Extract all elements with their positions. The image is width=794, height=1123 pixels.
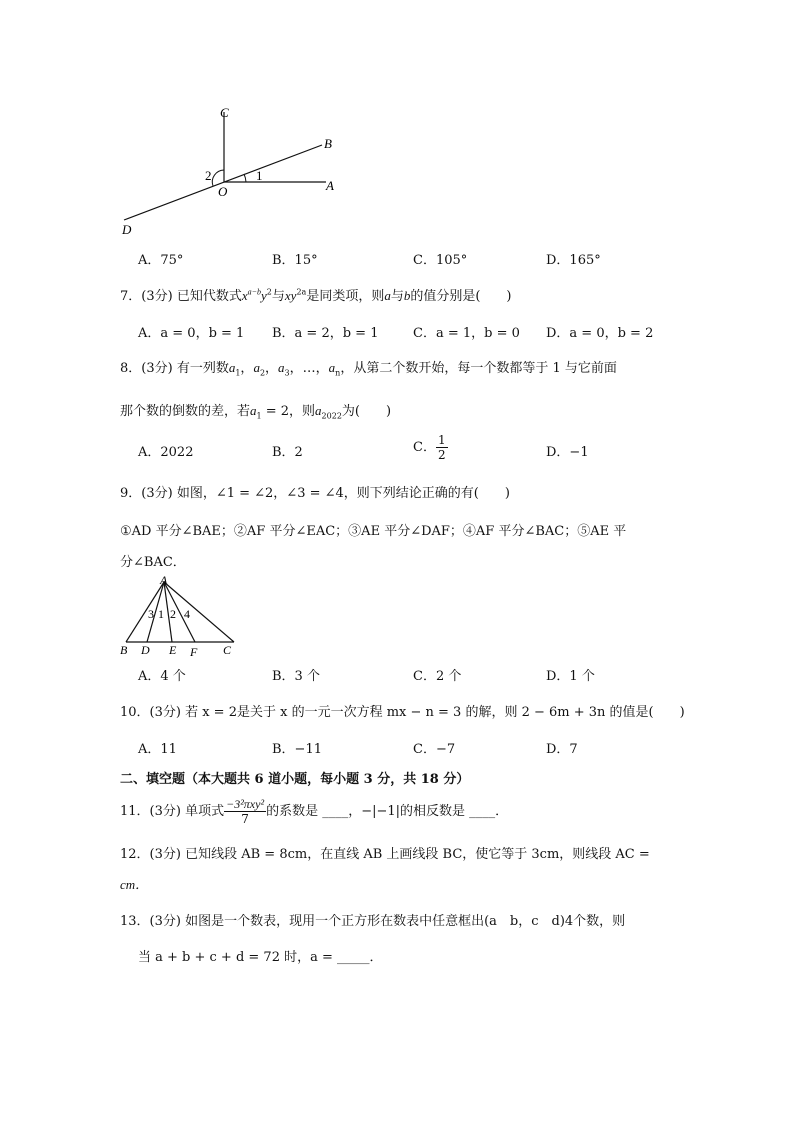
label-angle-2: 2	[205, 168, 212, 183]
q10-option-d: D．7	[546, 742, 578, 757]
q10-option-b: B．−11	[272, 742, 322, 757]
triangle-figure	[115, 572, 245, 658]
q12-line2: cm．	[120, 877, 149, 892]
q11-fraction: $\frac{\text{−3²πxy²}}{7}$	[226, 797, 265, 826]
q13-line2: 当 a + b + c + d = 72 时，a = _____．	[138, 950, 383, 965]
q9-stem: 9．(3分) 如图，∠1 = ∠2，∠3 = ∠4，则下列结论正确的有( )	[120, 486, 510, 501]
label-angle-3: 3	[148, 607, 154, 621]
angle-1-arc	[244, 174, 246, 182]
q8-option-a: A．2022	[138, 445, 194, 460]
q13-line1: 13．(3分) 如图是一个数表，现用一个正方形在数表中任意框出(a b，c d)4个数，则	[120, 914, 626, 929]
q9-statements-line2: 分∠BAC．	[120, 555, 186, 570]
q8-option-b: B．2	[272, 445, 303, 460]
q9-statements-line1: ①AD 平分∠BAE；②AF 平分∠EAC；③AE 平分∠DAF；④AF 平分∠BAC；⑤AE 平	[120, 524, 627, 539]
q8-option-c-fraction: $\frac{1}{2}$	[437, 433, 446, 462]
label-d: D	[141, 643, 150, 657]
label-b: B	[120, 643, 128, 657]
q9-option-d: D．1 个	[546, 669, 595, 684]
q7-option-b: B．a = 2，b = 1	[272, 326, 379, 341]
q7-option-d: D．a = 0，b = 2	[546, 326, 654, 341]
q6-option-b: B．15°	[272, 253, 318, 268]
q7-option-a: A．a = 0，b = 1	[138, 326, 245, 341]
q6-option-d: D．165°	[546, 253, 601, 268]
section-heading: 二、填空题（本大题共 6 道小题，每小题 3 分，共 18 分）	[120, 772, 470, 787]
q7-option-c: C．a = 1，b = 0	[413, 326, 520, 341]
q10-option-a: A．11	[138, 742, 177, 757]
label-angle-2: 2	[170, 607, 176, 621]
label-a: A	[326, 178, 334, 193]
q7-stem: 7．(3分) 已知代数式$x^{a-b}y^2$与$xy^{2a}$是同类项，则a与b的值分别是( )	[120, 287, 512, 304]
q8-option-c: C． $\frac{1}{2}$	[413, 433, 446, 462]
label-e: E	[169, 643, 177, 657]
label-d: D	[122, 222, 132, 237]
label-f: F	[190, 645, 198, 658]
label-b: B	[324, 136, 332, 151]
q10-option-c: C．−7	[413, 742, 456, 757]
q8-line1: 8．(3分) 有一列数$a_1$，$a_2$，$a_3$，…，$a_n$，从第二个数开始，每一个数都等于 1 与它前面	[120, 360, 617, 378]
label-angle-1: 1	[158, 607, 164, 621]
label-c: C	[223, 643, 232, 657]
angle-figure	[110, 100, 350, 240]
label-o: O	[218, 184, 228, 199]
segment-af	[164, 582, 195, 642]
label-angle-4: 4	[184, 607, 190, 621]
q8-line2: 那个数的倒数的差，若$a_1 = 2$，则$a_{2022}$为( )	[120, 403, 392, 421]
q12-line1: 12．(3分) 已知线段 AB = 8cm，在直线 AB 上画线段 BC，使它等于 3cm，则线段 AC =	[120, 847, 650, 862]
q10-stem: 10．(3分) 若 x = 2是关于 x 的一元一次方程 mx − n = 3 的解，则 2 − 6m + 3n 的值是( )	[120, 705, 685, 720]
q9-option-b: B．3 个	[272, 669, 320, 684]
q6-option-a: A．75°	[138, 253, 184, 268]
q11-stem: 11．(3分) 单项式 $\frac{\text{−3²πxy²}}{7}$ 的系数是 ____，−|−1|的相反数是 ____．	[120, 797, 509, 826]
q6-option-c: C．105°	[413, 253, 468, 268]
label-a: A	[160, 573, 168, 587]
q9-option-c: C．2 个	[413, 669, 462, 684]
label-angle-1: 1	[256, 168, 263, 183]
q8-option-d: D．−1	[546, 445, 589, 460]
q9-option-a: A．4 个	[138, 669, 186, 684]
label-c: C	[220, 105, 229, 120]
